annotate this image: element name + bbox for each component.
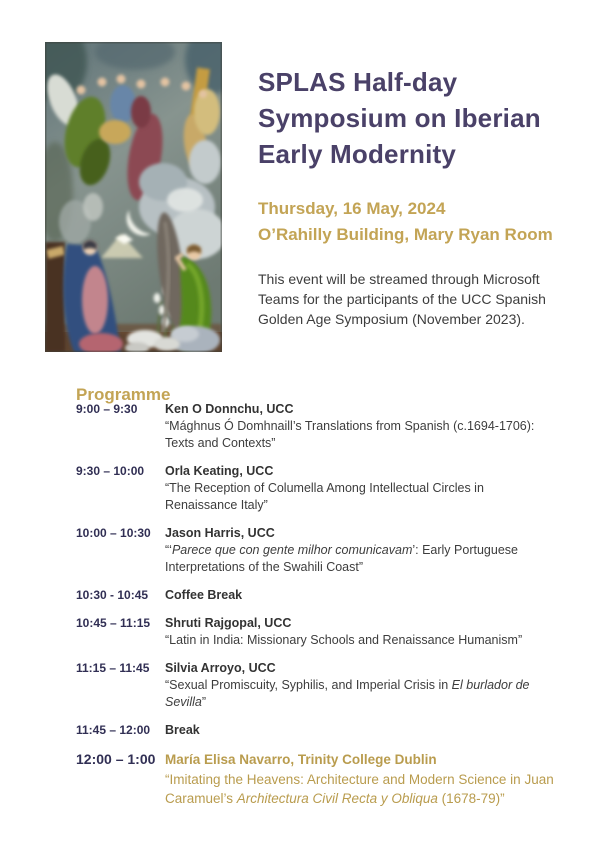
entry-time: 10:00 – 10:30	[76, 526, 151, 540]
entry-time: 12:00 – 1:00	[76, 751, 156, 767]
entry-talk-title: “The Reception of Columella Among Intellectual Circles in Renaissance Italy”	[165, 481, 484, 512]
entry-content	[165, 587, 555, 604]
annunciation-painting-image	[45, 42, 222, 352]
entry-talk-title: “Sexual Promiscuity, Syphilis, and Imperial Crisis in El burlador de Sevilla”	[165, 678, 530, 709]
programme-entry-1	[76, 401, 562, 452]
header	[258, 64, 588, 343]
programme-list	[76, 401, 562, 820]
entry-content	[165, 750, 555, 809]
programme-entry-5	[76, 660, 562, 711]
entry-speaker: Ken O Donnchu, UCC	[165, 402, 294, 416]
event-description-line-3: Golden Age Symposium (November 2023).	[258, 311, 525, 327]
entry-content	[165, 615, 555, 649]
entry-time: 11:15 – 11:45	[76, 661, 150, 675]
entry-time: 9:00 – 9:30	[76, 402, 138, 416]
entry-content	[165, 525, 555, 576]
page-title	[258, 64, 588, 172]
entry-talk-title: “Mághnus Ó Domhnaill’s Translations from Spanish (c.1694-1706): Texts and Contexts”	[165, 419, 535, 450]
entry-label: Break	[165, 723, 200, 737]
event-description	[258, 269, 588, 329]
entry-time: 11:45 – 12:00	[76, 723, 151, 737]
entry-content	[165, 401, 555, 452]
programme-entry-2	[76, 463, 562, 514]
entry-time: 10:45 – 11:15	[76, 616, 151, 630]
entry-speaker: Orla Keating, UCC	[165, 464, 274, 478]
entry-label: Coffee Break	[165, 588, 243, 602]
page-title-line-1: SPLAS Half-day	[258, 67, 458, 97]
entry-talk-title: “Latin in India: Missionary Schools and Renaissance Humanism”	[165, 633, 523, 647]
entry-talk-title: “‘Parece que con gente milhor comunicavam’: Early Portuguese Interpretations of the Swahili Coast”	[165, 543, 518, 574]
programme-entry-keynote	[76, 750, 562, 809]
event-date: Thursday, 16 May, 2024	[258, 199, 446, 218]
programme-entry-4	[76, 615, 562, 649]
programme-entry-3	[76, 525, 562, 576]
event-description-line-1: This event will be streamed through Microsoft	[258, 271, 540, 287]
entry-speaker: Shruti Rajgopal, UCC	[165, 616, 292, 630]
event-date-location	[258, 196, 588, 248]
entry-time: 10:30 - 10:45	[76, 588, 149, 602]
entry-speaker: Jason Harris, UCC	[165, 526, 275, 540]
programme-entry-break	[76, 722, 562, 739]
programme-heading: Programme	[76, 385, 171, 405]
programme-entry-coffee-break	[76, 587, 562, 604]
entry-content	[165, 660, 555, 711]
entry-speaker: María Elisa Navarro, Trinity College Dublin	[165, 752, 437, 767]
page-title-line-2: Symposium on Iberian	[258, 103, 541, 133]
entry-talk-title: “Imitating the Heavens: Architecture and Modern Science in Juan Caramuel’s Architectura Civil Recta y Obliqua (1678-79)”	[165, 771, 554, 806]
entry-time: 9:30 – 10:00	[76, 464, 145, 478]
event-description-line-2: Teams for the participants of the UCC Spanish	[258, 291, 546, 307]
annunciation-painting	[45, 42, 222, 352]
page-title-line-3: Early Modernity	[258, 139, 457, 169]
entry-speaker: Silvia Arroyo, UCC	[165, 661, 276, 675]
entry-content	[165, 722, 555, 739]
event-location: O’Rahilly Building, Mary Ryan Room	[258, 225, 553, 244]
entry-content	[165, 463, 555, 514]
